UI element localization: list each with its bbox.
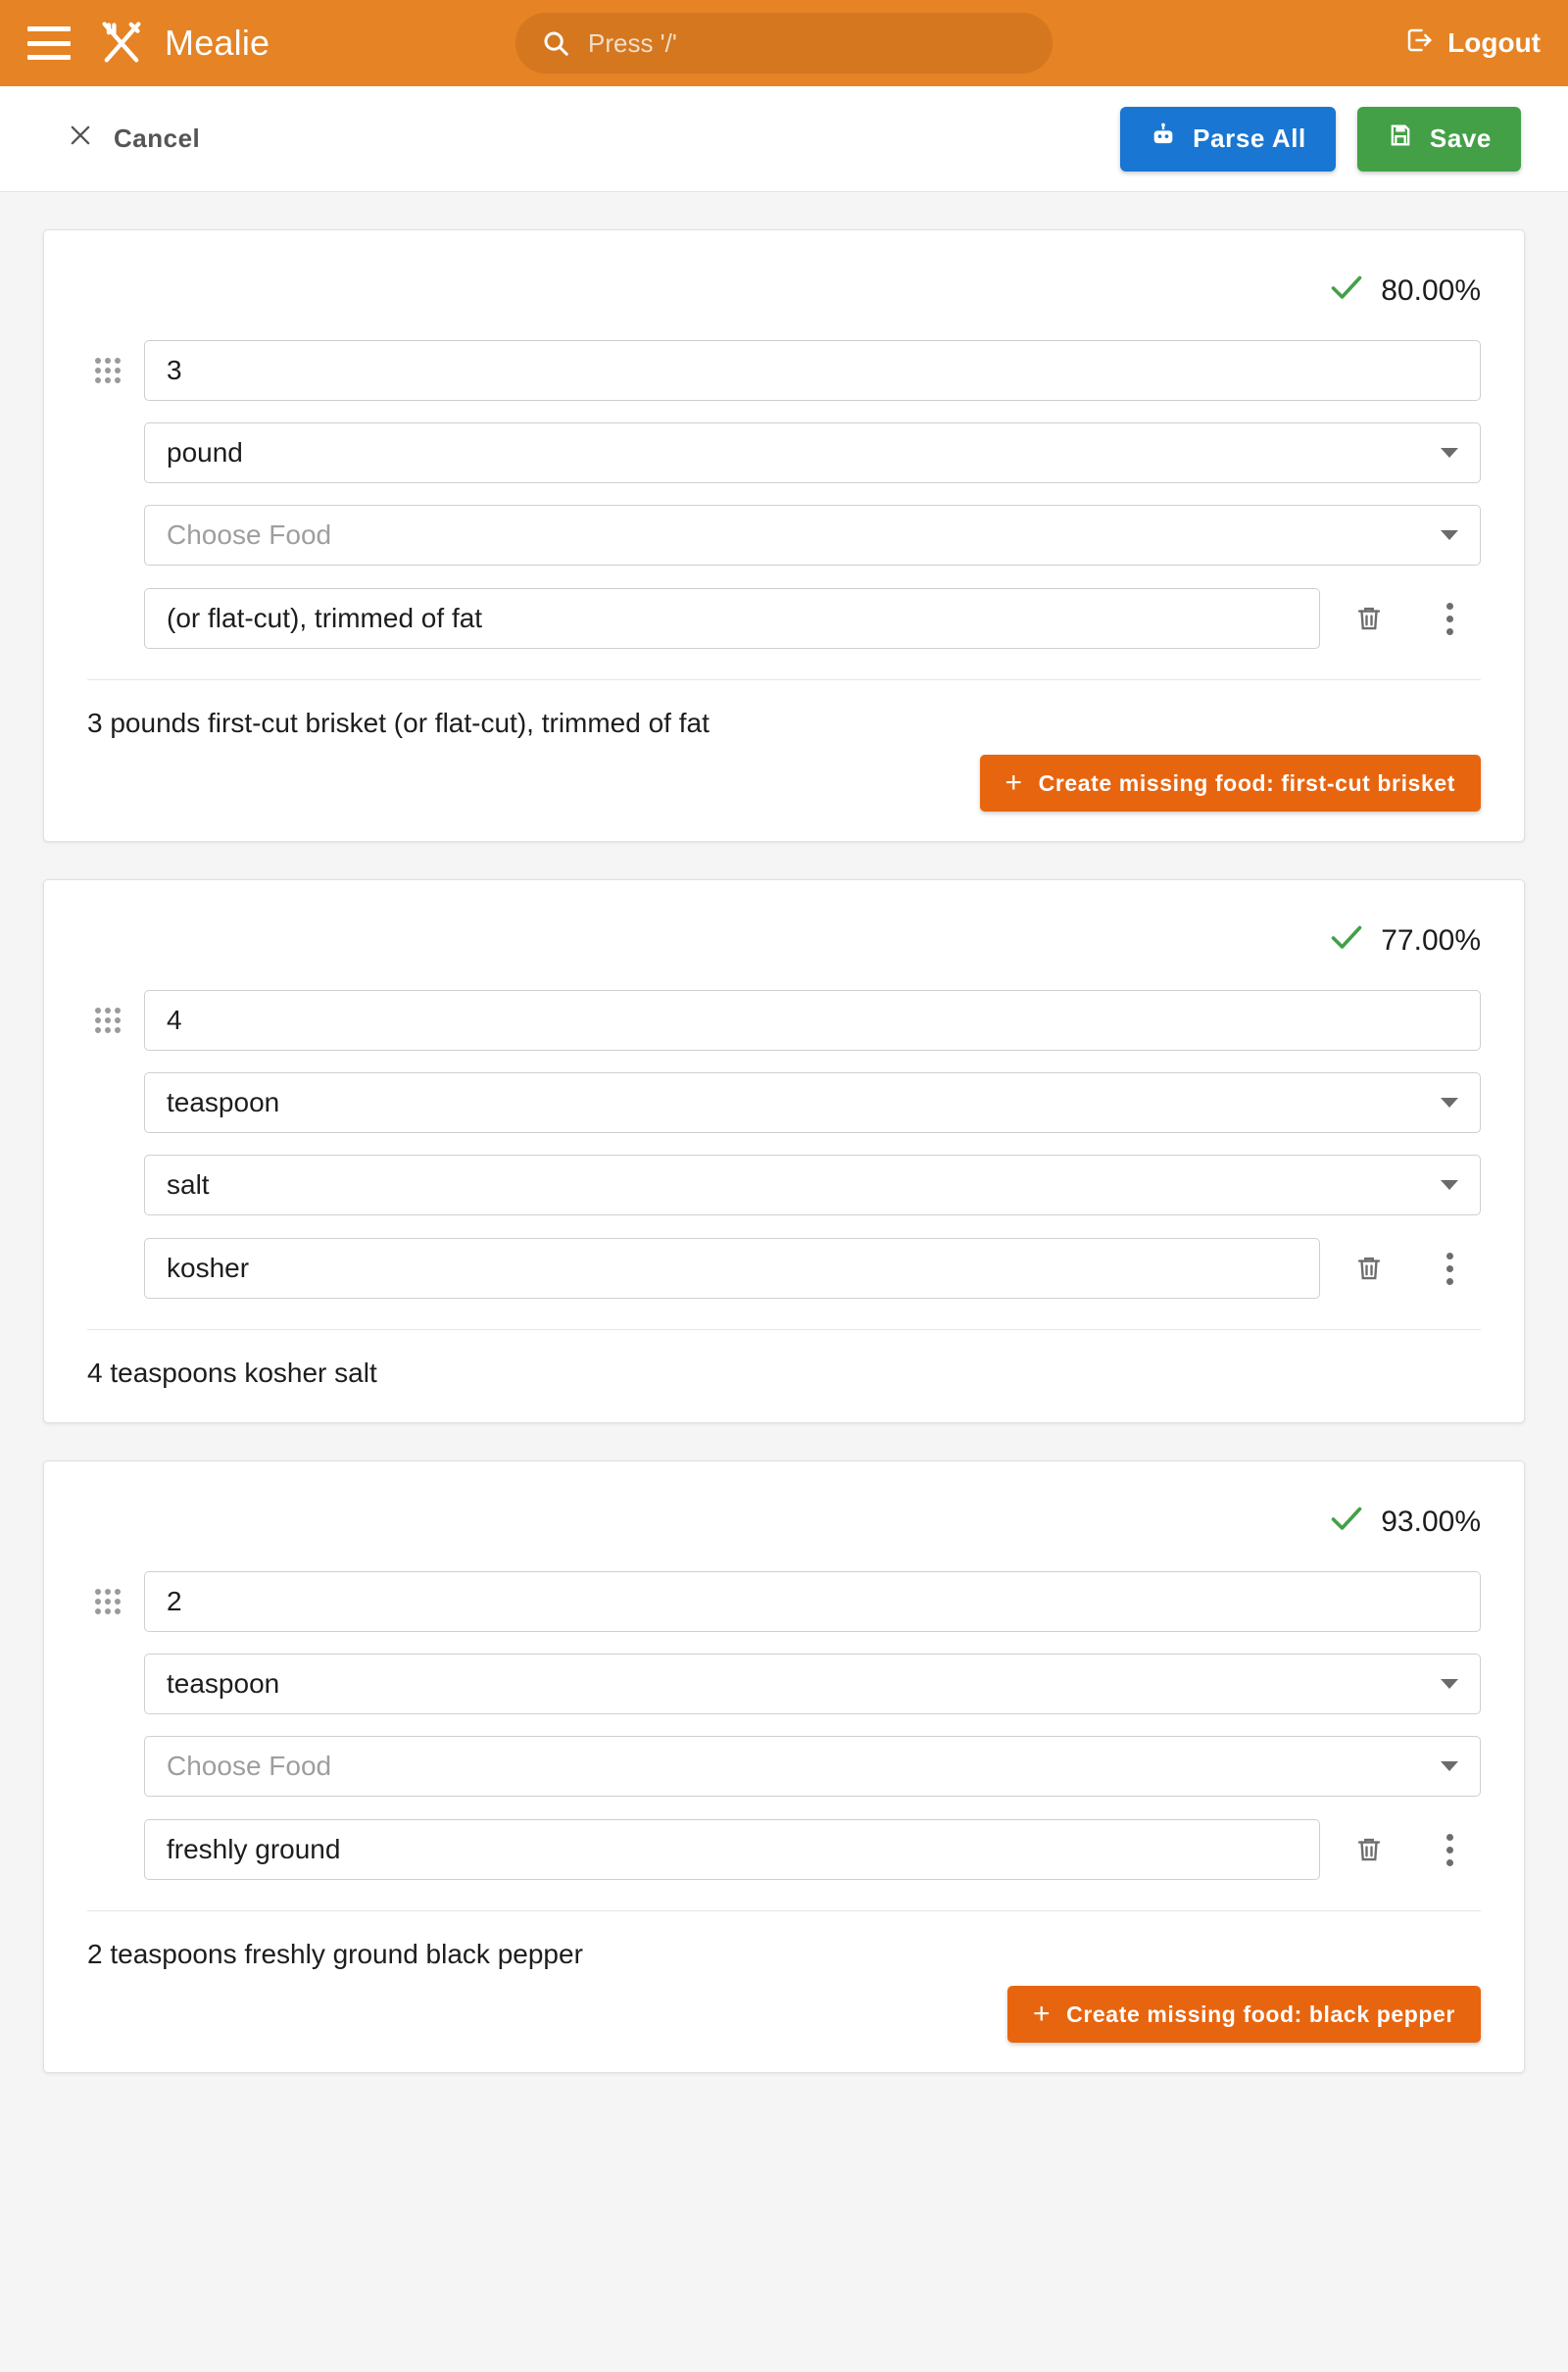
ingredient-more-menu-button[interactable] [1418, 1818, 1481, 1881]
kebab-menu-icon [1446, 1253, 1453, 1285]
food-value: Choose Food [167, 1751, 332, 1781]
delete-ingredient-button[interactable] [1338, 1237, 1400, 1300]
note-input[interactable] [144, 1819, 1320, 1880]
food-row [87, 505, 1481, 566]
quantity-input[interactable] [144, 1571, 1481, 1632]
unit-select[interactable] [144, 1072, 1481, 1133]
chevron-down-icon [1441, 448, 1458, 458]
parse-all-button[interactable] [1120, 107, 1336, 172]
unit-value: teaspoon [167, 1087, 280, 1117]
note-value: kosher [167, 1253, 250, 1283]
chevron-down-icon [1441, 1761, 1458, 1771]
quantity-row [87, 340, 1481, 401]
close-icon [67, 122, 94, 156]
check-icon [1328, 272, 1365, 310]
note-row [87, 1818, 1481, 1881]
plus-icon: + [1004, 766, 1023, 799]
food-row [87, 1155, 1481, 1215]
drag-handle-icon[interactable] [87, 358, 128, 383]
ingredient-card [43, 229, 1525, 842]
unit-select[interactable] [144, 422, 1481, 483]
unit-value: teaspoon [167, 1668, 280, 1699]
note-input[interactable] [144, 1238, 1320, 1299]
parse-all-label: Parse All [1193, 124, 1306, 153]
note-value: freshly ground [167, 1834, 341, 1864]
ingredient-more-menu-button[interactable] [1418, 587, 1481, 650]
delete-ingredient-button[interactable] [1338, 587, 1400, 650]
create-missing-food-label: Create missing food: first-cut brisket [1038, 769, 1455, 796]
chevron-down-icon [1441, 1098, 1458, 1108]
note-row [87, 587, 1481, 650]
unit-row [87, 1072, 1481, 1133]
card-actions [87, 755, 1481, 812]
ingredient-card [43, 1460, 1525, 2073]
quantity-row [87, 1571, 1481, 1632]
unit-select[interactable] [144, 1654, 1481, 1714]
quantity-value: 2 [167, 1586, 182, 1616]
quantity-row [87, 990, 1481, 1051]
original-text: 3 pounds first-cut brisket (or flat-cut), trimmed of fat [87, 708, 710, 738]
app-title: Mealie [165, 23, 270, 63]
chevron-down-icon [1441, 1180, 1458, 1190]
food-select[interactable] [144, 1736, 1481, 1797]
kebab-menu-icon [1446, 1834, 1453, 1866]
check-icon [1328, 922, 1365, 960]
global-search[interactable] [515, 13, 1053, 74]
logout-button[interactable] [1404, 25, 1541, 62]
search-icon [541, 28, 570, 58]
ingredient-list [0, 229, 1568, 2073]
food-select[interactable] [144, 505, 1481, 566]
drag-handle-icon[interactable] [87, 1589, 128, 1614]
quantity-input[interactable] [144, 990, 1481, 1051]
confidence-value: 80.00% [1381, 274, 1481, 307]
logout-icon [1404, 25, 1434, 62]
plus-icon: + [1033, 1998, 1052, 2030]
food-value: salt [167, 1169, 210, 1200]
create-missing-food-button[interactable] [980, 755, 1482, 812]
confidence-indicator [87, 914, 1481, 968]
unit-row [87, 422, 1481, 483]
cancel-label: Cancel [114, 124, 201, 153]
chevron-down-icon [1441, 1679, 1458, 1689]
unit-value: pound [167, 437, 243, 468]
cancel-button[interactable] [61, 121, 206, 157]
save-button[interactable] [1357, 107, 1521, 172]
save-label: Save [1429, 124, 1492, 153]
food-select[interactable] [144, 1155, 1481, 1215]
quantity-value: 3 [167, 355, 182, 385]
confidence-indicator [87, 264, 1481, 319]
quantity-value: 4 [167, 1005, 182, 1035]
ingredient-card [43, 879, 1525, 1423]
logout-label: Logout [1447, 27, 1541, 58]
delete-ingredient-button[interactable] [1338, 1818, 1400, 1881]
save-icon [1387, 122, 1414, 156]
food-value: Choose Food [167, 519, 332, 550]
note-input[interactable] [144, 588, 1320, 649]
drag-handle-icon[interactable] [87, 1008, 128, 1033]
note-row [87, 1237, 1481, 1300]
check-icon [1328, 1504, 1365, 1541]
robot-icon [1150, 122, 1177, 156]
note-value: (or flat-cut), trimmed of fat [167, 603, 483, 633]
create-missing-food-button[interactable] [1007, 1986, 1481, 2043]
confidence-indicator [87, 1495, 1481, 1550]
quantity-input[interactable] [144, 340, 1481, 401]
editor-toolbar [0, 86, 1568, 192]
confidence-value: 93.00% [1381, 1506, 1481, 1538]
fork-knife-logo-icon [96, 18, 147, 69]
app-bar [0, 0, 1568, 86]
search-input[interactable] [586, 27, 1027, 60]
confidence-value: 77.00% [1381, 924, 1481, 957]
card-actions [87, 1986, 1481, 2043]
create-missing-food-label: Create missing food: black pepper [1066, 2001, 1455, 2027]
unit-row [87, 1654, 1481, 1714]
toolbar-actions [1120, 107, 1521, 172]
food-row [87, 1736, 1481, 1797]
original-text: 4 teaspoons kosher salt [87, 1358, 377, 1388]
hamburger-icon[interactable] [27, 26, 71, 60]
chevron-down-icon [1441, 530, 1458, 540]
kebab-menu-icon [1446, 603, 1453, 635]
original-text: 2 teaspoons freshly ground black pepper [87, 1939, 583, 1969]
ingredient-more-menu-button[interactable] [1418, 1237, 1481, 1300]
